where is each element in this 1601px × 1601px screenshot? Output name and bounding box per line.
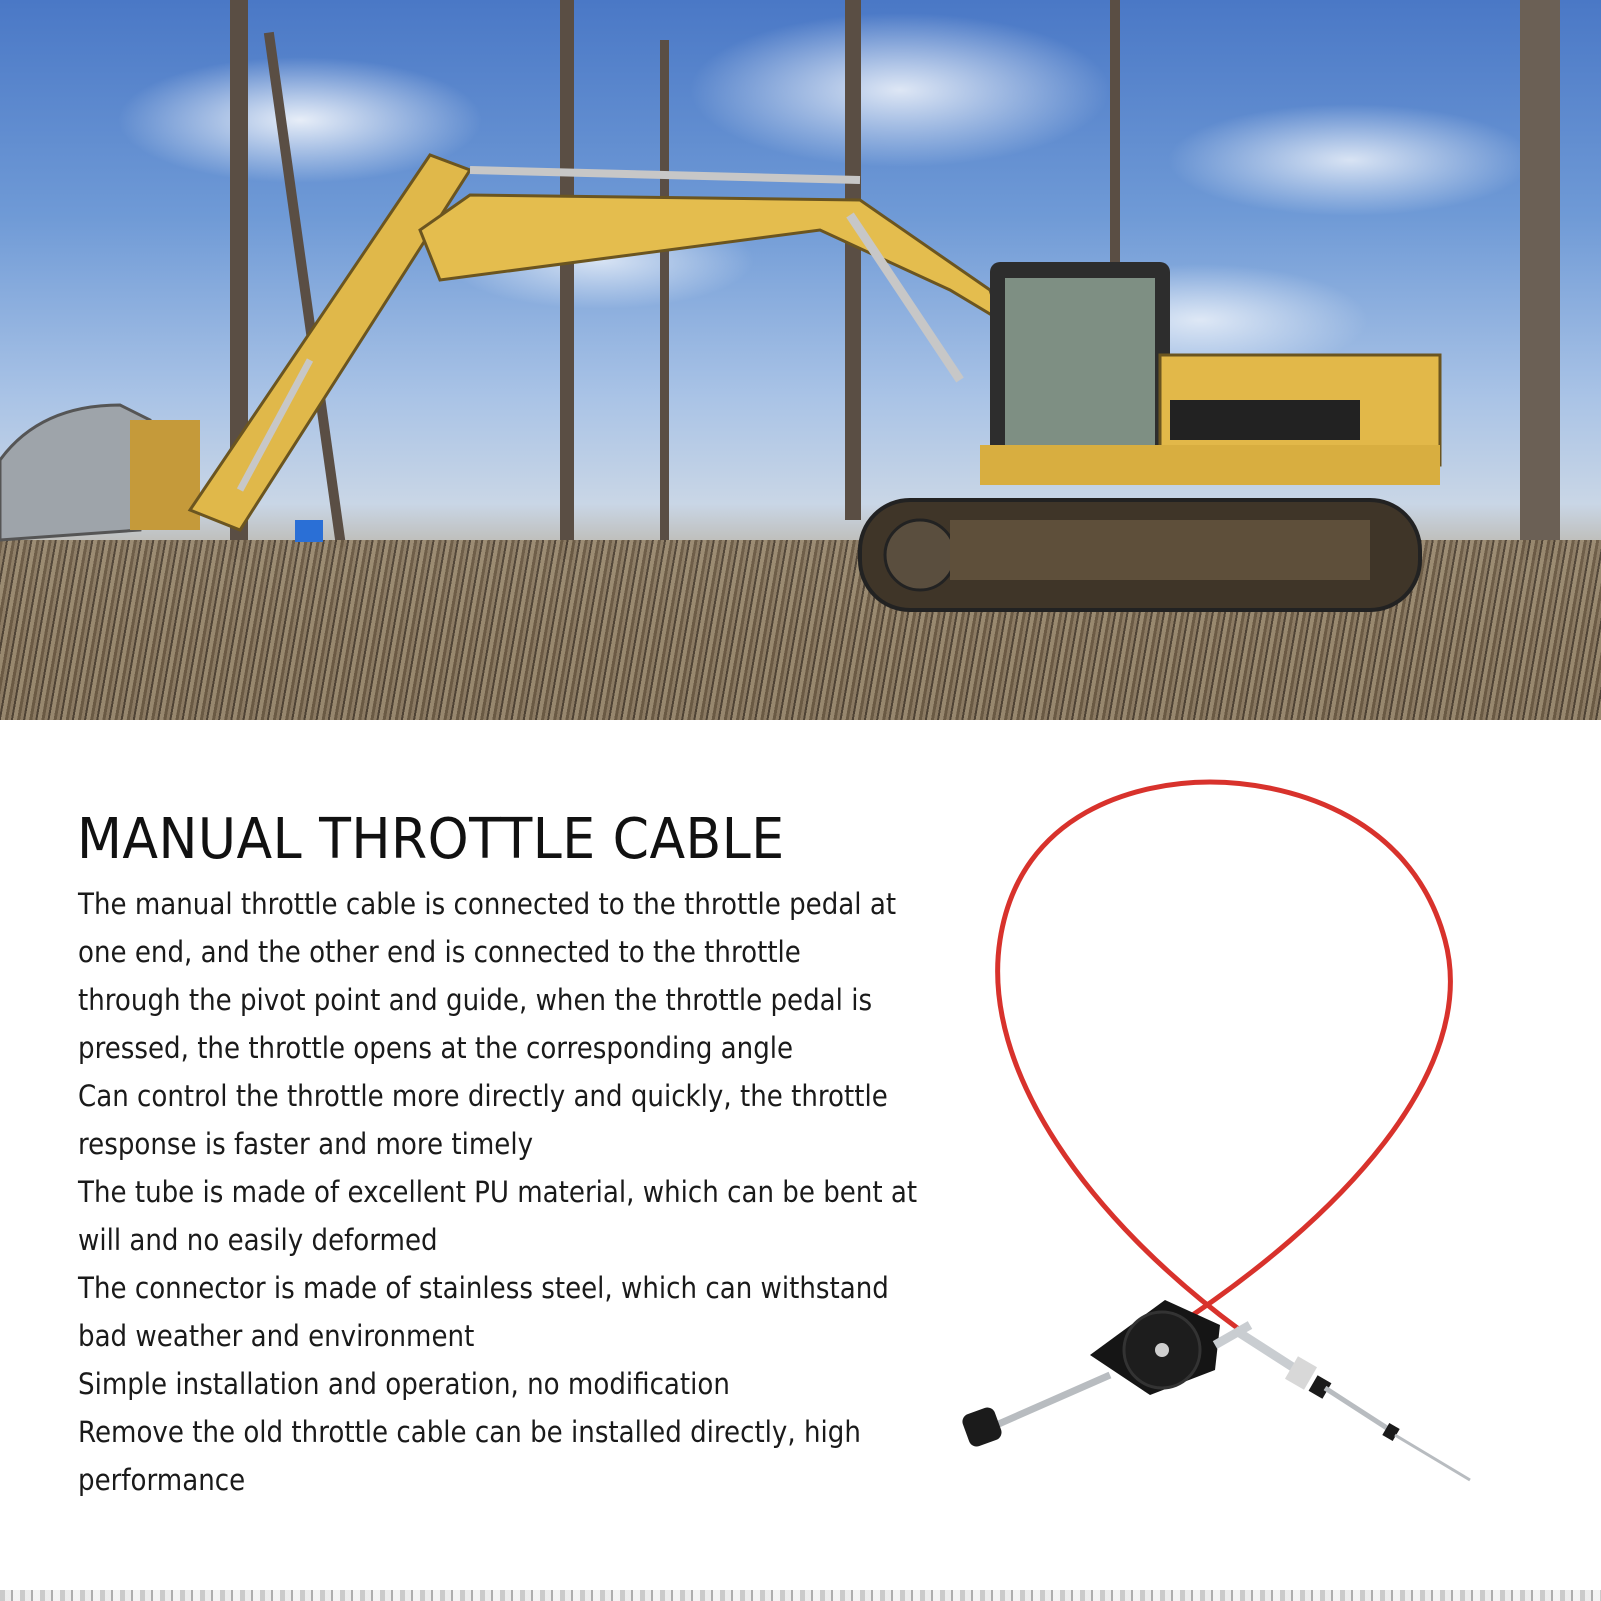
description-line: Simple installation and operation, no modification bbox=[78, 1367, 730, 1401]
description-line: will and no easily deformed bbox=[78, 1223, 438, 1257]
description-line: performance bbox=[78, 1463, 246, 1497]
description-line: The manual throttle cable is connected to the throttle pedal at bbox=[78, 887, 897, 921]
hero-excavator-photo bbox=[0, 0, 1601, 720]
description-line: pressed, the throttle opens at the corresponding angle bbox=[78, 1031, 794, 1065]
product-description bbox=[78, 880, 998, 1504]
description-line: Can control the throttle more directly and quickly, the throttle bbox=[78, 1079, 888, 1113]
description-line: The connector is made of stainless steel, which can withstand bbox=[78, 1271, 889, 1305]
description-line: bad weather and environment bbox=[78, 1319, 475, 1353]
description-line: one end, and the other end is connected to the throttle bbox=[78, 935, 801, 969]
description-line: response is faster and more timely bbox=[78, 1127, 534, 1161]
description-line: through the pivot point and guide, when the throttle pedal is bbox=[78, 983, 873, 1017]
throttle-cable-image bbox=[940, 770, 1500, 1510]
description-line: Remove the old throttle cable can be installed directly, high bbox=[78, 1415, 861, 1449]
product-title: MANUAL THROTTLE CABLE bbox=[77, 807, 785, 872]
description-line: The tube is made of excellent PU material, which can be bent at bbox=[78, 1175, 918, 1209]
bottom-edge-strip bbox=[0, 1590, 1601, 1601]
